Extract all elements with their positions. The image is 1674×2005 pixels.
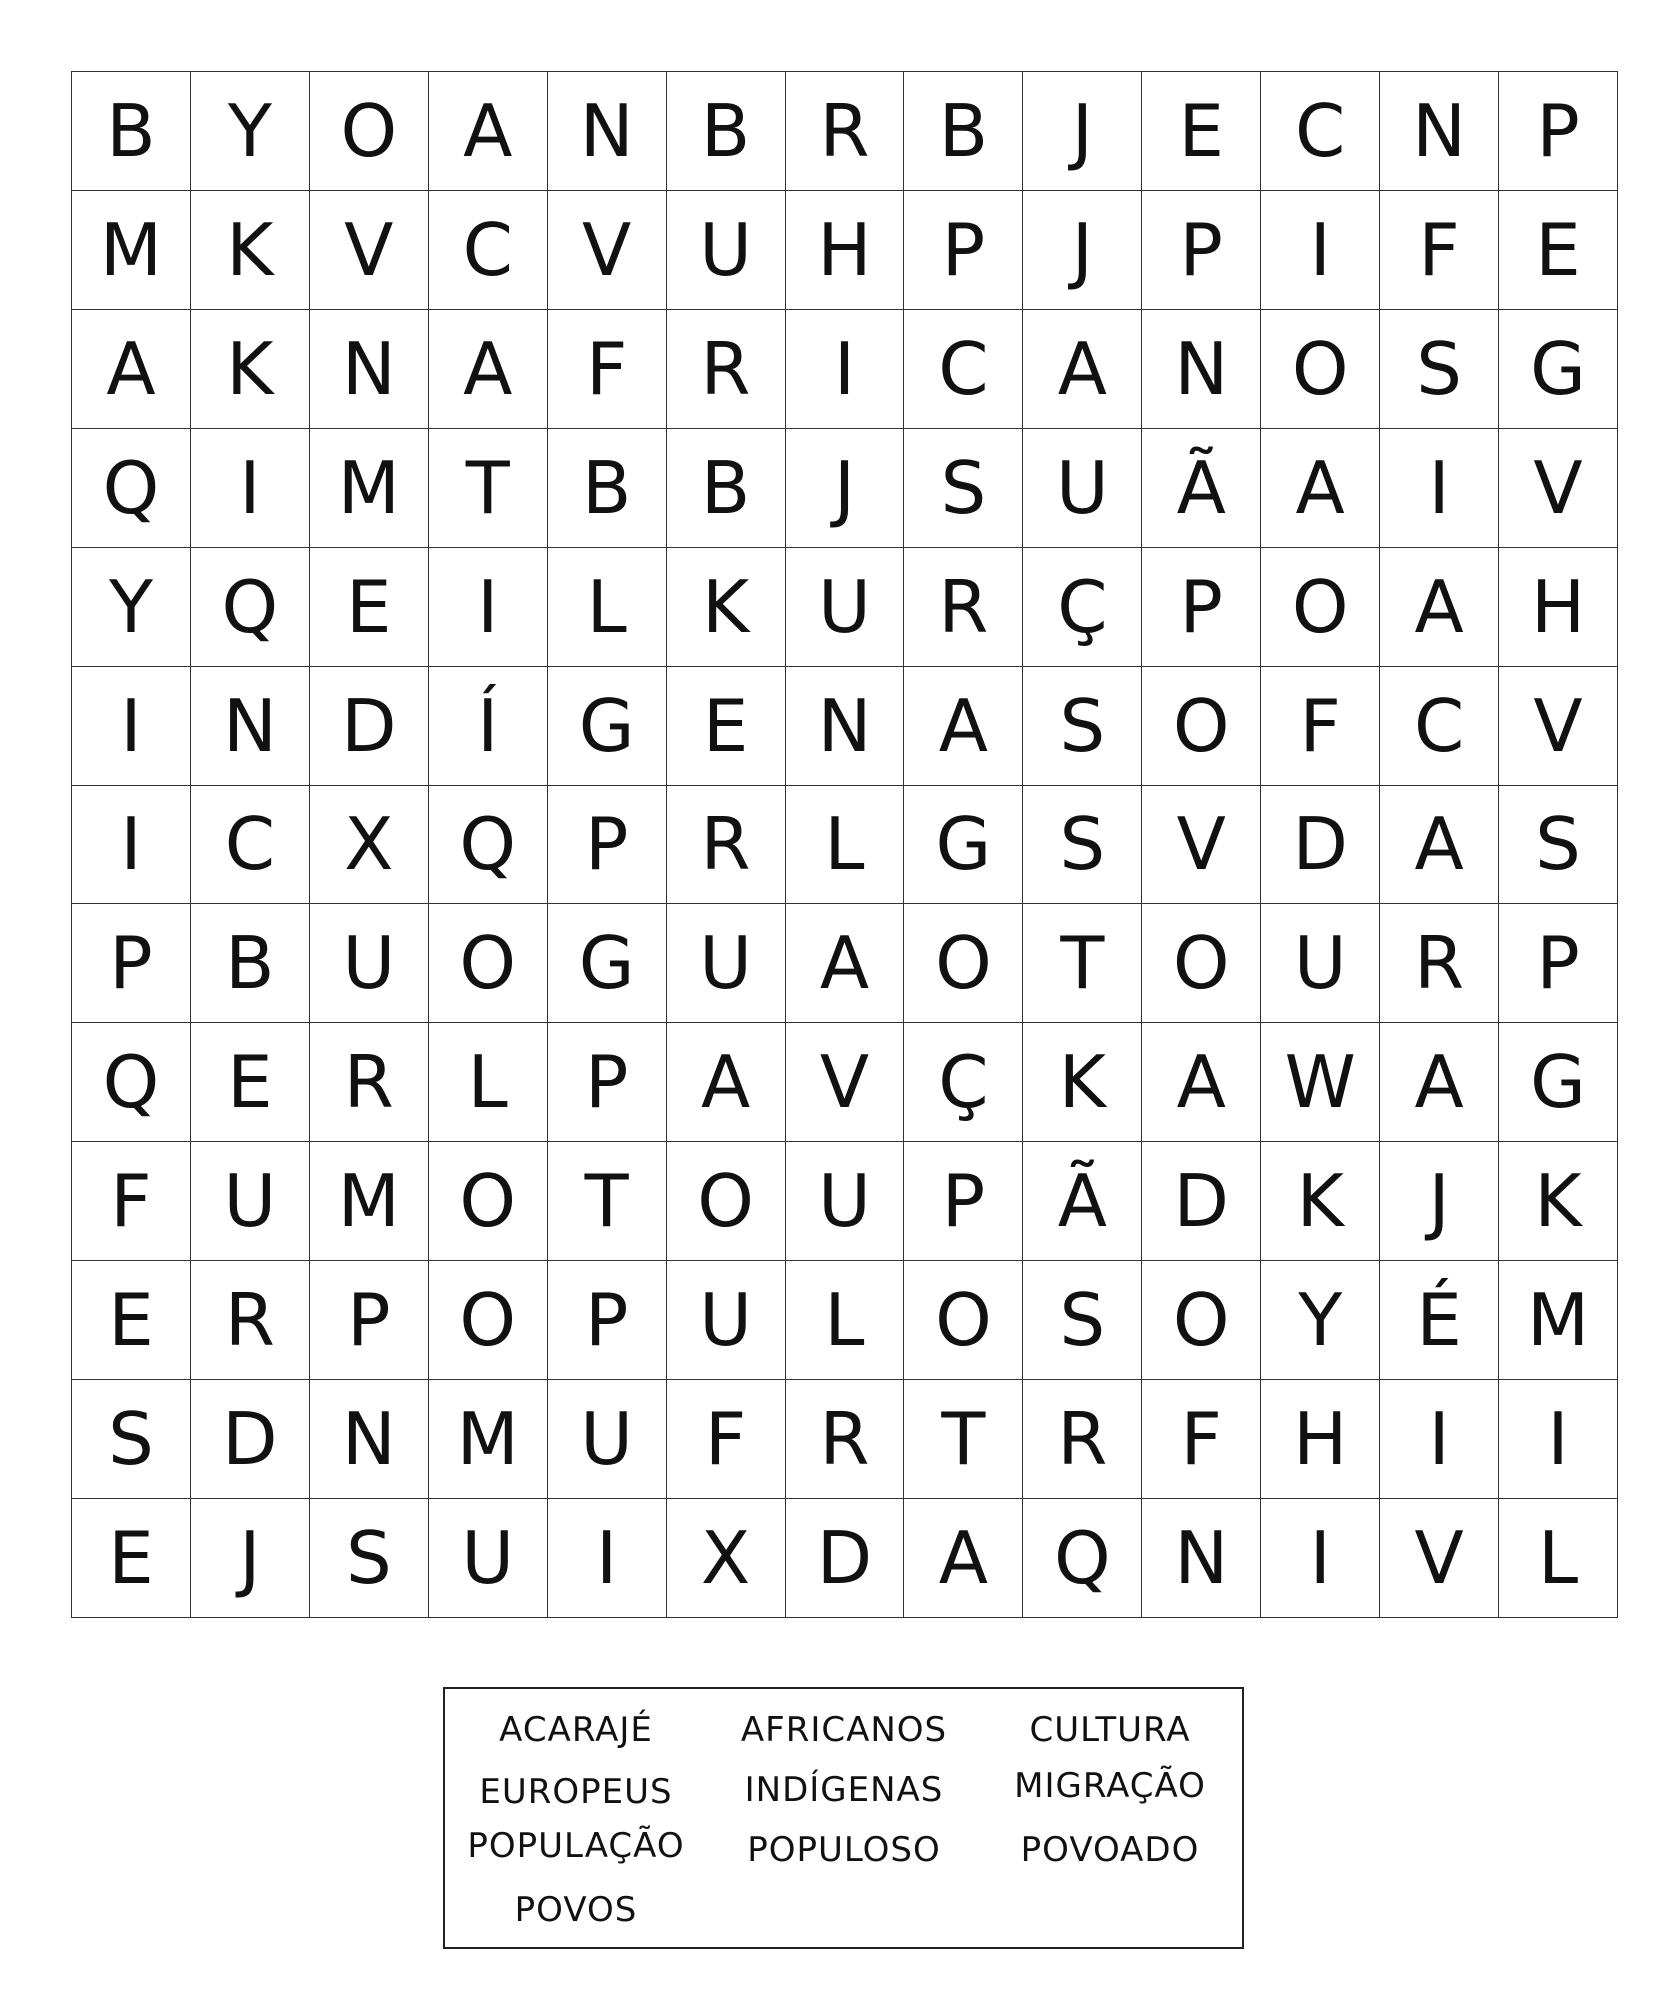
grid-cell[interactable]: V	[1499, 429, 1618, 548]
grid-cell[interactable]: I	[72, 667, 191, 786]
grid-cell[interactable]: L	[548, 548, 667, 667]
grid-cell[interactable]: N	[191, 667, 310, 786]
grid-cell[interactable]: R	[1023, 1380, 1142, 1499]
grid-cell[interactable]: A	[904, 667, 1023, 786]
grid-cell[interactable]: C	[429, 191, 548, 310]
grid-cell[interactable]: I	[1380, 1380, 1499, 1499]
grid-cell[interactable]: U	[429, 1499, 548, 1618]
grid-cell[interactable]: E	[191, 1023, 310, 1142]
grid-cell[interactable]: B	[72, 72, 191, 191]
grid-cell[interactable]: P	[1142, 548, 1261, 667]
grid-cell[interactable]: G	[548, 904, 667, 1023]
grid-cell[interactable]: P	[72, 904, 191, 1023]
grid-cell[interactable]: F	[1142, 1380, 1261, 1499]
grid-cell[interactable]: S	[310, 1499, 429, 1618]
grid-cell[interactable]: É	[1380, 1261, 1499, 1380]
grid-cell[interactable]: U	[786, 548, 905, 667]
grid-cell[interactable]: R	[786, 72, 905, 191]
grid-cell[interactable]: Ç	[1023, 548, 1142, 667]
grid-cell[interactable]: A	[1261, 429, 1380, 548]
grid-cell[interactable]: A	[1380, 548, 1499, 667]
grid-cell[interactable]: L	[429, 1023, 548, 1142]
grid-cell[interactable]: O	[1142, 904, 1261, 1023]
grid-cell[interactable]: F	[667, 1380, 786, 1499]
grid-cell[interactable]: U	[1023, 429, 1142, 548]
grid-cell[interactable]: V	[1499, 667, 1618, 786]
grid-cell[interactable]: U	[667, 904, 786, 1023]
grid-cell[interactable]: U	[667, 191, 786, 310]
grid-cell[interactable]: R	[667, 786, 786, 905]
word-povoado: POVOADO	[1020, 1830, 1200, 1870]
grid-cell[interactable]: E	[667, 667, 786, 786]
grid-cell[interactable]: Y	[191, 72, 310, 191]
grid-cell[interactable]: K	[667, 548, 786, 667]
grid-cell[interactable]: F	[72, 1142, 191, 1261]
grid-cell[interactable]: X	[310, 786, 429, 905]
grid-cell[interactable]: M	[310, 429, 429, 548]
grid-cell[interactable]: R	[667, 310, 786, 429]
grid-cell[interactable]: V	[1380, 1499, 1499, 1618]
grid-cell[interactable]: G	[1499, 1023, 1618, 1142]
word-povos: POVOS	[514, 1890, 638, 1930]
grid-cell[interactable]: O	[429, 904, 548, 1023]
grid-cell[interactable]: T	[1023, 904, 1142, 1023]
grid-cell[interactable]: G	[904, 786, 1023, 905]
grid-cell[interactable]: O	[904, 904, 1023, 1023]
grid-cell[interactable]: E	[1499, 191, 1618, 310]
grid-cell[interactable]: A	[786, 904, 905, 1023]
grid-cell[interactable]: O	[1261, 548, 1380, 667]
grid-cell[interactable]: A	[1023, 310, 1142, 429]
grid-cell[interactable]: R	[191, 1261, 310, 1380]
word-list-box	[443, 1687, 1244, 1949]
grid-cell[interactable]: Ç	[904, 1023, 1023, 1142]
grid-cell[interactable]: U	[667, 1261, 786, 1380]
grid-cell[interactable]: V	[548, 191, 667, 310]
grid-cell[interactable]: P	[548, 1261, 667, 1380]
grid-cell[interactable]: J	[191, 1499, 310, 1618]
grid-cell[interactable]: I	[191, 429, 310, 548]
grid-cell[interactable]: D	[786, 1499, 905, 1618]
grid-cell[interactable]: V	[786, 1023, 905, 1142]
grid-cell[interactable]: E	[72, 1499, 191, 1618]
grid-cell[interactable]: N	[1380, 72, 1499, 191]
grid-cell[interactable]: P	[1142, 191, 1261, 310]
grid-cell[interactable]: Y	[1261, 1261, 1380, 1380]
grid-cell[interactable]: Ã	[1023, 1142, 1142, 1261]
grid-cell[interactable]: A	[1380, 786, 1499, 905]
grid-cell[interactable]: A	[1142, 1023, 1261, 1142]
grid-cell[interactable]: P	[904, 191, 1023, 310]
grid-cell[interactable]: J	[786, 429, 905, 548]
grid-cell[interactable]: H	[1499, 548, 1618, 667]
grid-cell[interactable]: O	[904, 1261, 1023, 1380]
grid-cell[interactable]: R	[1380, 904, 1499, 1023]
grid-cell[interactable]: R	[310, 1023, 429, 1142]
grid-cell[interactable]: B	[667, 429, 786, 548]
grid-cell[interactable]: I	[786, 310, 905, 429]
grid-cell[interactable]: N	[310, 310, 429, 429]
grid-cell[interactable]: B	[904, 72, 1023, 191]
grid-cell[interactable]: S	[1023, 1261, 1142, 1380]
grid-cell[interactable]: K	[191, 191, 310, 310]
grid-cell[interactable]: Ã	[1142, 429, 1261, 548]
grid-cell[interactable]: A	[72, 310, 191, 429]
grid-cell[interactable]: I	[548, 1499, 667, 1618]
grid-cell[interactable]: I	[1261, 191, 1380, 310]
grid-cell[interactable]: O	[310, 72, 429, 191]
grid-cell[interactable]: R	[786, 1380, 905, 1499]
grid-cell[interactable]: A	[904, 1499, 1023, 1618]
grid-cell[interactable]: X	[667, 1499, 786, 1618]
grid-cell[interactable]: A	[429, 310, 548, 429]
grid-cell[interactable]: K	[1261, 1142, 1380, 1261]
grid-cell[interactable]: V	[1142, 786, 1261, 905]
word-populoso: POPULOSO	[747, 1830, 941, 1870]
grid-cell[interactable]: U	[1261, 904, 1380, 1023]
grid-cell[interactable]: I	[1499, 1380, 1618, 1499]
grid-cell[interactable]: Q	[72, 429, 191, 548]
grid-cell[interactable]: F	[548, 310, 667, 429]
grid-cell[interactable]: P	[904, 1142, 1023, 1261]
grid-cell[interactable]: U	[191, 1142, 310, 1261]
grid-cell[interactable]: T	[548, 1142, 667, 1261]
grid-cell[interactable]: K	[1499, 1142, 1618, 1261]
grid-cell[interactable]: L	[1499, 1499, 1618, 1618]
grid-cell[interactable]: T	[904, 1380, 1023, 1499]
grid-cell[interactable]: U	[548, 1380, 667, 1499]
grid-cell[interactable]: P	[548, 786, 667, 905]
grid-cell[interactable]: J	[1023, 72, 1142, 191]
grid-cell[interactable]: E	[1142, 72, 1261, 191]
grid-cell[interactable]: U	[786, 1142, 905, 1261]
word-africanos: AFRICANOS	[740, 1710, 948, 1750]
grid-cell[interactable]: C	[904, 310, 1023, 429]
grid-cell[interactable]: O	[429, 1261, 548, 1380]
grid-cell[interactable]: S	[904, 429, 1023, 548]
word-migracao: MIGRAÇÃO	[1014, 1766, 1206, 1806]
grid-cell[interactable]: B	[548, 429, 667, 548]
grid-cell[interactable]: O	[1142, 667, 1261, 786]
grid-cell[interactable]: L	[786, 786, 905, 905]
grid-cell[interactable]: P	[1499, 72, 1618, 191]
grid-cell[interactable]: J	[1023, 191, 1142, 310]
grid-cell[interactable]: L	[786, 1261, 905, 1380]
grid-cell[interactable]: N	[548, 72, 667, 191]
grid-cell[interactable]: K	[191, 310, 310, 429]
grid-cell[interactable]: S	[1380, 310, 1499, 429]
word-acaraje: ACARAJÉ	[499, 1710, 653, 1750]
grid-cell[interactable]: T	[429, 429, 548, 548]
grid-cell[interactable]: D	[191, 1380, 310, 1499]
grid-cell[interactable]: S	[1023, 667, 1142, 786]
grid-cell[interactable]: D	[1142, 1142, 1261, 1261]
grid-cell[interactable]: S	[72, 1380, 191, 1499]
grid-cell[interactable]: D	[310, 667, 429, 786]
grid-cell[interactable]: P	[548, 1023, 667, 1142]
grid-cell[interactable]: N	[1142, 310, 1261, 429]
grid-cell[interactable]: S	[1023, 786, 1142, 905]
grid-cell[interactable]: A	[429, 72, 548, 191]
grid-cell[interactable]: A	[667, 1023, 786, 1142]
grid-cell[interactable]: M	[310, 1142, 429, 1261]
grid-cell[interactable]: C	[1261, 72, 1380, 191]
grid-cell[interactable]: B	[191, 904, 310, 1023]
grid-cell[interactable]: C	[1380, 667, 1499, 786]
grid-cell[interactable]: K	[1023, 1023, 1142, 1142]
grid-cell[interactable]: O	[667, 1142, 786, 1261]
word-search-grid	[71, 71, 1618, 1618]
grid-cell[interactable]: H	[1261, 1380, 1380, 1499]
grid-cell[interactable]: N	[1142, 1499, 1261, 1618]
grid-cell[interactable]: I	[1261, 1499, 1380, 1618]
grid-cell[interactable]: O	[1261, 310, 1380, 429]
grid-cell[interactable]: M	[1499, 1261, 1618, 1380]
grid-cell[interactable]: I	[429, 548, 548, 667]
grid-cell[interactable]: B	[667, 72, 786, 191]
grid-cell[interactable]: N	[786, 667, 905, 786]
grid-cell[interactable]: P	[1499, 904, 1618, 1023]
grid-cell[interactable]: W	[1261, 1023, 1380, 1142]
grid-cell[interactable]: J	[1380, 1142, 1499, 1261]
grid-cell[interactable]: R	[904, 548, 1023, 667]
grid-cell[interactable]: M	[72, 191, 191, 310]
grid-cell[interactable]: I	[1380, 429, 1499, 548]
grid-cell[interactable]: A	[1380, 1023, 1499, 1142]
grid-cell[interactable]: Q	[429, 786, 548, 905]
grid-cell[interactable]: O	[429, 1142, 548, 1261]
grid-cell[interactable]: Í	[429, 667, 548, 786]
grid-cell[interactable]: Q	[191, 548, 310, 667]
grid-cell[interactable]: P	[310, 1261, 429, 1380]
grid-cell[interactable]: I	[72, 786, 191, 905]
grid-cell[interactable]: Q	[1023, 1499, 1142, 1618]
grid-cell[interactable]: C	[191, 786, 310, 905]
grid-cell[interactable]: H	[786, 191, 905, 310]
grid-cell[interactable]: Y	[72, 548, 191, 667]
grid-cell[interactable]: G	[548, 667, 667, 786]
grid-cell[interactable]: V	[310, 191, 429, 310]
grid-cell[interactable]: E	[310, 548, 429, 667]
grid-cell[interactable]: U	[310, 904, 429, 1023]
word-populacao: POPULAÇÃO	[467, 1826, 685, 1866]
word-cultura: CULTURA	[1029, 1710, 1191, 1750]
grid-cell[interactable]: Q	[72, 1023, 191, 1142]
grid-cell[interactable]: F	[1261, 667, 1380, 786]
grid-cell[interactable]: M	[429, 1380, 548, 1499]
grid-cell[interactable]: N	[310, 1380, 429, 1499]
word-europeus: EUROPEUS	[479, 1772, 673, 1812]
grid-cell[interactable]: E	[72, 1261, 191, 1380]
grid-cell[interactable]: G	[1499, 310, 1618, 429]
grid-cell[interactable]: F	[1380, 191, 1499, 310]
grid-cell[interactable]: O	[1142, 1261, 1261, 1380]
grid-cell[interactable]: D	[1261, 786, 1380, 905]
word-indigenas: INDÍGENAS	[744, 1770, 944, 1810]
grid-cell[interactable]: S	[1499, 786, 1618, 905]
